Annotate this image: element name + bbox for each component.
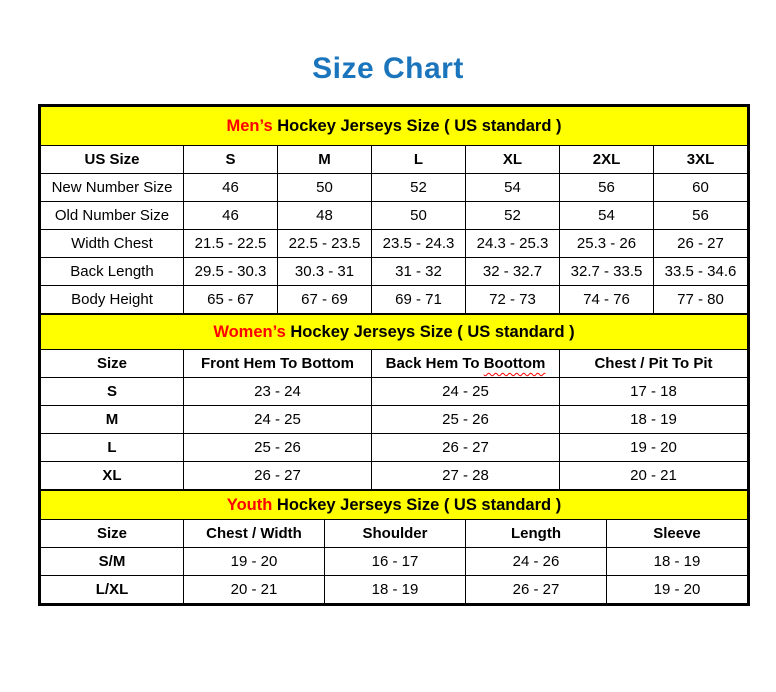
table-row xyxy=(41,286,748,314)
table-cell: 20 - 21 xyxy=(184,576,325,604)
table-cell: 26 - 27 xyxy=(466,576,607,604)
row-label: L/XL xyxy=(41,576,184,604)
table-cell: 25 - 26 xyxy=(184,434,372,462)
table-cell: 19 - 20 xyxy=(560,434,748,462)
table-cell: 69 - 71 xyxy=(372,286,466,314)
table-cell: 25.3 - 26 xyxy=(560,230,654,258)
table-cell: 24 - 25 xyxy=(372,378,560,406)
column-header: Chest / Width xyxy=(184,520,325,548)
table-cell: 31 - 32 xyxy=(372,258,466,286)
table-cell: 65 - 67 xyxy=(184,286,278,314)
size-table-mens xyxy=(40,106,748,314)
table-row xyxy=(41,548,748,576)
section-banner-highlight: Men’s xyxy=(226,116,273,135)
table-cell: 56 xyxy=(654,202,748,230)
table-body xyxy=(41,174,748,314)
column-header: Front Hem To Bottom xyxy=(184,350,372,378)
table-cell: 60 xyxy=(654,174,748,202)
table-cell: 67 - 69 xyxy=(278,286,372,314)
column-header: Chest / Pit To Pit xyxy=(560,350,748,378)
column-header: M xyxy=(278,146,372,174)
banner-row xyxy=(41,491,748,520)
table-cell: 50 xyxy=(372,202,466,230)
table-cell: 24 - 25 xyxy=(184,406,372,434)
table-cell: 33.5 - 34.6 xyxy=(654,258,748,286)
table-cell: 17 - 18 xyxy=(560,378,748,406)
column-header: Shoulder xyxy=(325,520,466,548)
size-table-womens xyxy=(40,314,748,490)
table-cell: 77 - 80 xyxy=(654,286,748,314)
column-header: Size xyxy=(41,350,184,378)
table-body xyxy=(41,548,748,604)
section-banner-highlight: Youth xyxy=(226,495,273,514)
table-cell: 24 - 26 xyxy=(466,548,607,576)
table-row xyxy=(41,434,748,462)
table-cell: 23 - 24 xyxy=(184,378,372,406)
column-header: XL xyxy=(466,146,560,174)
table-cell: 20 - 21 xyxy=(560,462,748,490)
header-row xyxy=(41,350,748,378)
table-row xyxy=(41,258,748,286)
table-cell: 18 - 19 xyxy=(560,406,748,434)
table-cell: 19 - 20 xyxy=(184,548,325,576)
column-header: 3XL xyxy=(654,146,748,174)
table-cell: 29.5 - 30.3 xyxy=(184,258,278,286)
table-row xyxy=(41,202,748,230)
column-header: US Size xyxy=(41,146,184,174)
row-label: M xyxy=(41,406,184,434)
section-banner-womens xyxy=(41,315,748,350)
column-header: Length xyxy=(466,520,607,548)
banner-row xyxy=(41,107,748,146)
table-cell: 18 - 19 xyxy=(325,576,466,604)
section-banner-title: Hockey Jerseys Size ( US standard ) xyxy=(272,495,562,514)
section-banner-youth xyxy=(41,491,748,520)
row-label: Body Height xyxy=(41,286,184,314)
table-cell: 26 - 27 xyxy=(654,230,748,258)
column-header: 2XL xyxy=(560,146,654,174)
column-header: Sleeve xyxy=(607,520,748,548)
table-cell: 19 - 20 xyxy=(607,576,748,604)
misspelled-word: Boottom xyxy=(483,355,546,372)
table-cell: 32 - 32.7 xyxy=(466,258,560,286)
table-cell: 27 - 28 xyxy=(372,462,560,490)
banner-row xyxy=(41,315,748,350)
table-row xyxy=(41,576,748,604)
table-body xyxy=(41,378,748,490)
section-banner-title: Hockey Jerseys Size ( US standard ) xyxy=(285,322,575,341)
header-row xyxy=(41,146,748,174)
table-cell: 16 - 17 xyxy=(325,548,466,576)
table-row xyxy=(41,406,748,434)
table-cell: 52 xyxy=(466,202,560,230)
table-cell: 26 - 27 xyxy=(372,434,560,462)
header-row xyxy=(41,520,748,548)
table-cell: 24.3 - 25.3 xyxy=(466,230,560,258)
row-label: Back Length xyxy=(41,258,184,286)
table-cell: 30.3 - 31 xyxy=(278,258,372,286)
table-cell: 18 - 19 xyxy=(607,548,748,576)
table-cell: 54 xyxy=(466,174,560,202)
table-cell: 23.5 - 24.3 xyxy=(372,230,466,258)
row-label: L xyxy=(41,434,184,462)
row-label: Width Chest xyxy=(41,230,184,258)
page-title: Size Chart xyxy=(312,52,464,85)
table-cell: 48 xyxy=(278,202,372,230)
table-row xyxy=(41,378,748,406)
size-chart-table-group xyxy=(38,104,750,606)
table-cell: 56 xyxy=(560,174,654,202)
section-banner-title: Hockey Jerseys Size ( US standard ) xyxy=(272,116,562,135)
table-cell: 54 xyxy=(560,202,654,230)
row-label: S xyxy=(41,378,184,406)
table-cell: 22.5 - 23.5 xyxy=(278,230,372,258)
table-cell: 21.5 - 22.5 xyxy=(184,230,278,258)
table-cell: 50 xyxy=(278,174,372,202)
column-header: Size xyxy=(41,520,184,548)
table-row xyxy=(41,230,748,258)
section-banner-highlight: Women’s xyxy=(213,322,286,341)
table-cell: 46 xyxy=(184,202,278,230)
column-header: Back Hem To Boottom xyxy=(372,350,560,378)
table-cell: 25 - 26 xyxy=(372,406,560,434)
row-label: New Number Size xyxy=(41,174,184,202)
table-cell: 46 xyxy=(184,174,278,202)
size-table-youth xyxy=(40,490,748,604)
table-cell: 26 - 27 xyxy=(184,462,372,490)
section-banner-mens xyxy=(41,107,748,146)
table-cell: 32.7 - 33.5 xyxy=(560,258,654,286)
column-header: L xyxy=(372,146,466,174)
row-label: S/M xyxy=(41,548,184,576)
table-row xyxy=(41,462,748,490)
table-row xyxy=(41,174,748,202)
table-cell: 72 - 73 xyxy=(466,286,560,314)
column-header: S xyxy=(184,146,278,174)
row-label: XL xyxy=(41,462,184,490)
row-label: Old Number Size xyxy=(41,202,184,230)
table-cell: 74 - 76 xyxy=(560,286,654,314)
table-cell: 52 xyxy=(372,174,466,202)
